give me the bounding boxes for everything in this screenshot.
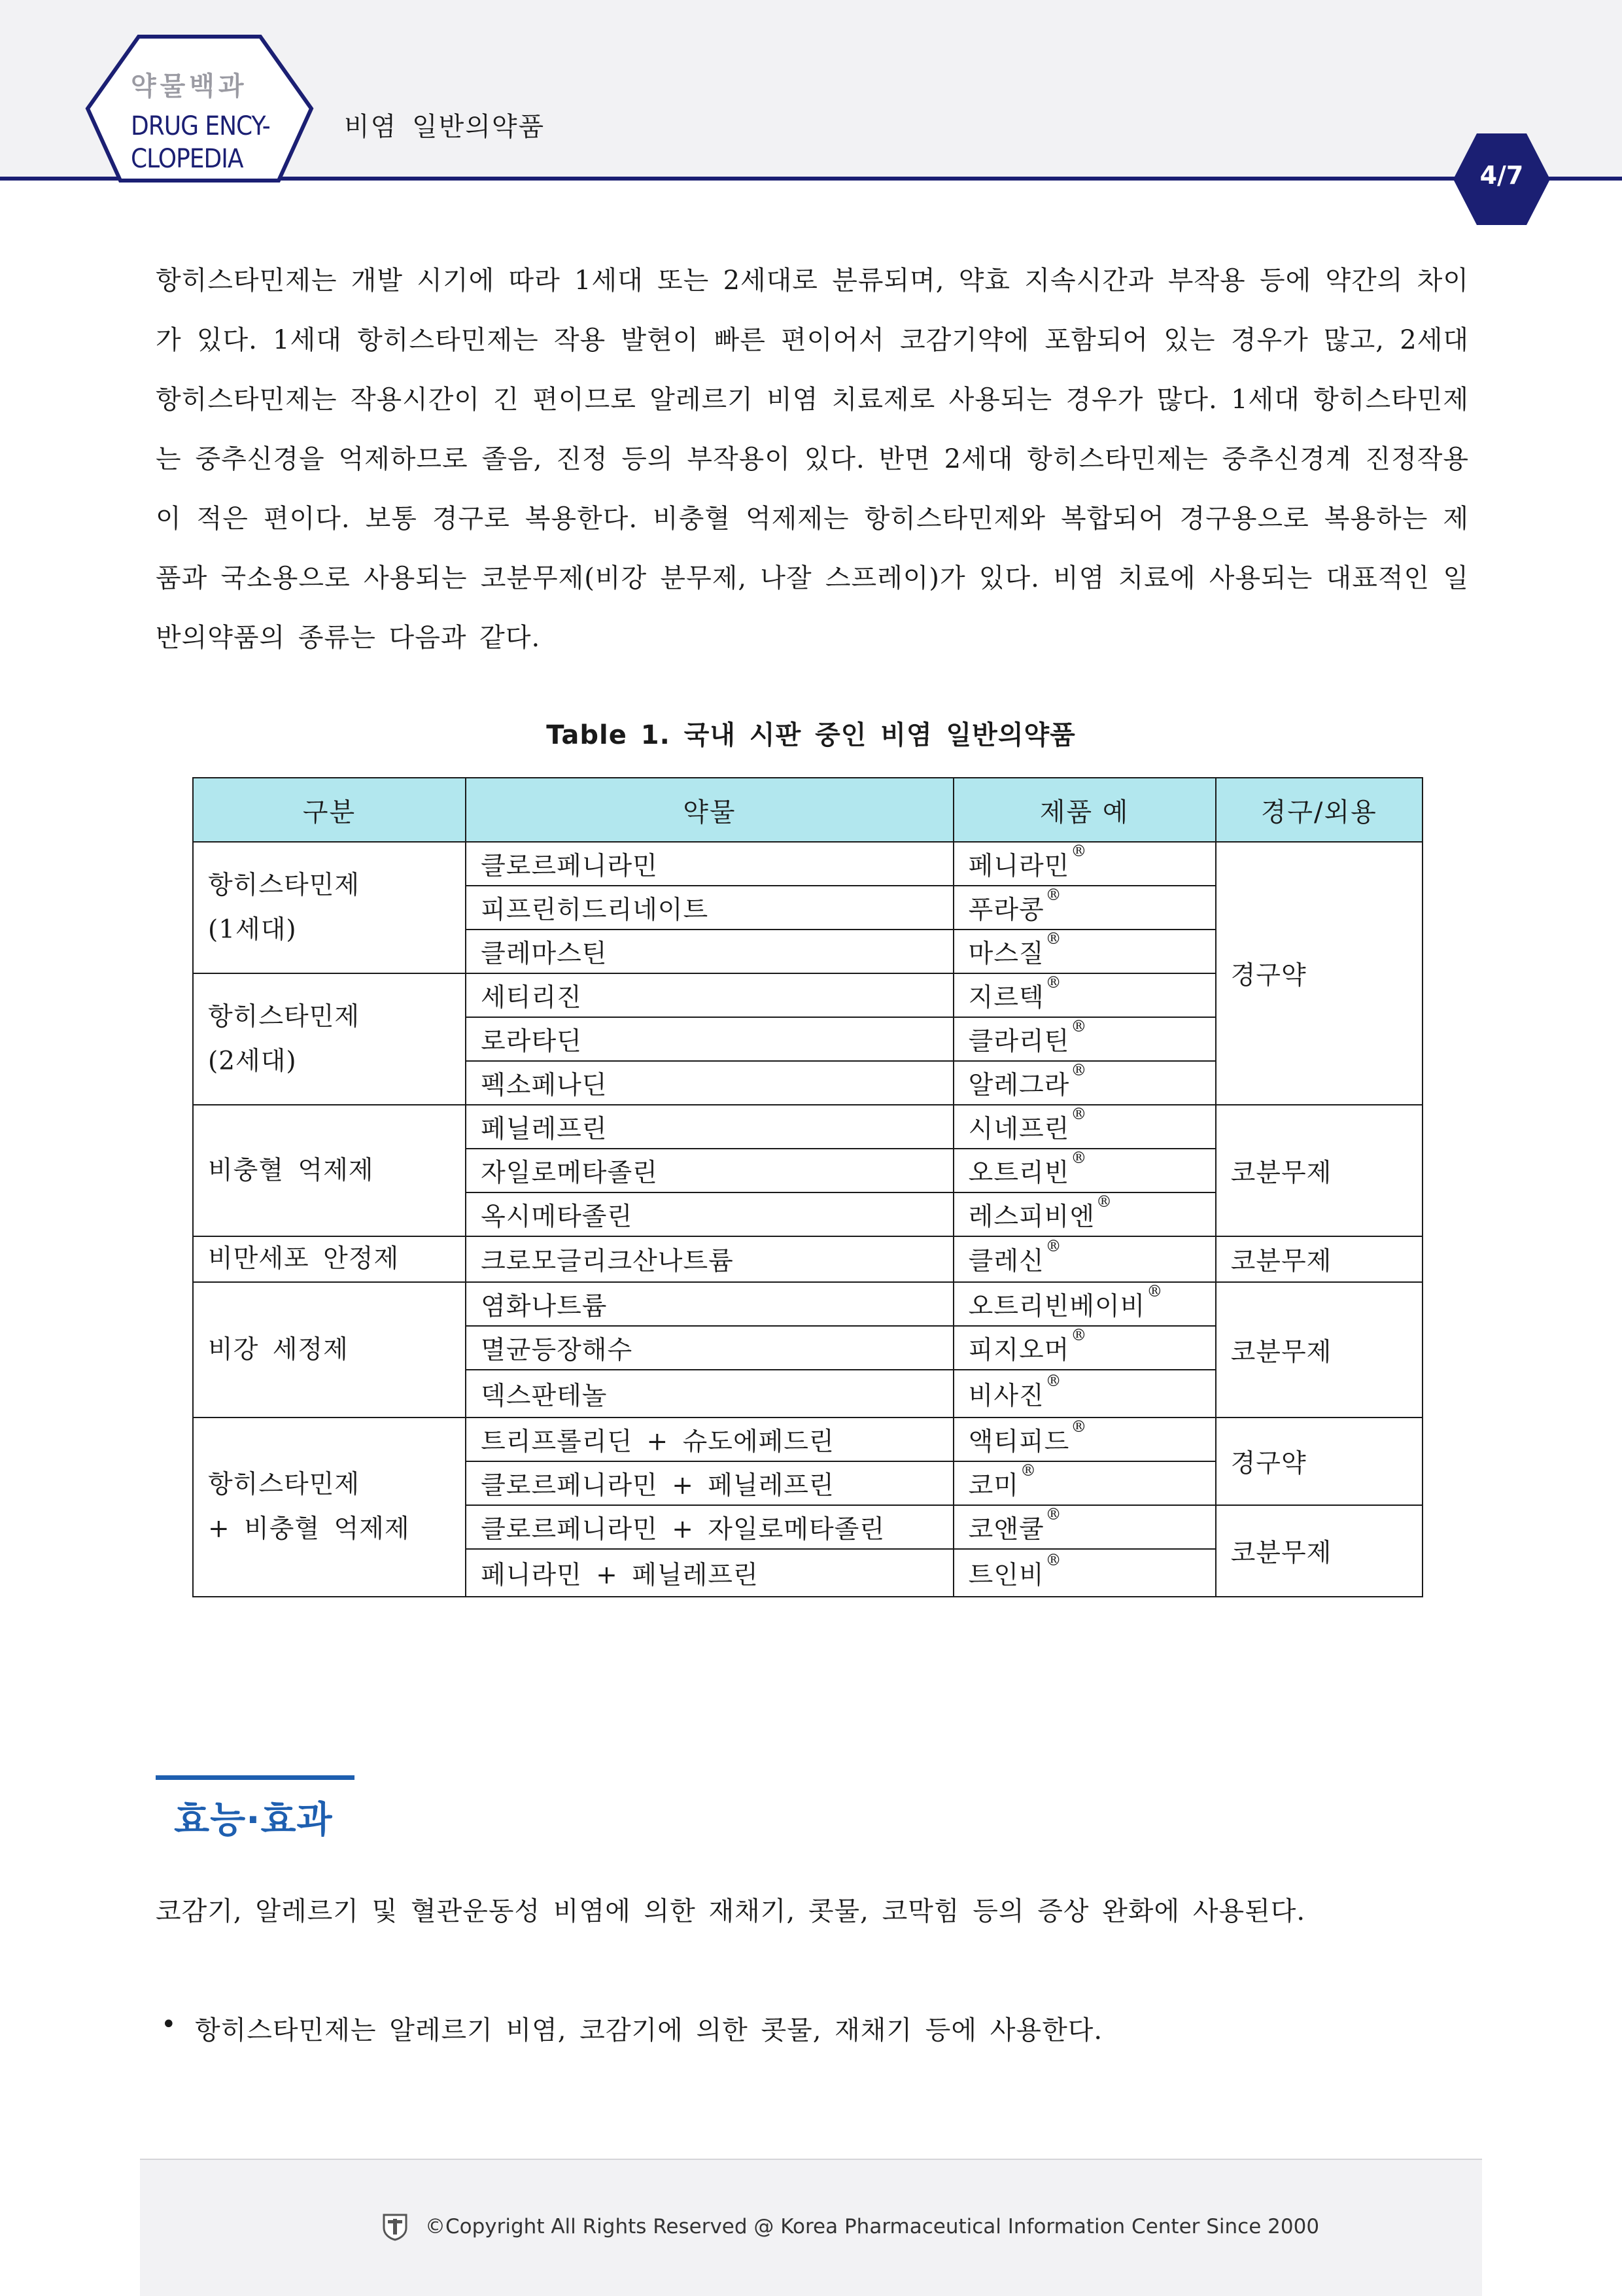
drug-cell: 염화나트륨	[466, 1282, 954, 1326]
drug-cell: 덱스판테놀	[466, 1370, 954, 1418]
bullet-item: 항히스타민제는 알레르기 비염, 코감기에 의한 콧물, 재채기 등에 사용한다.	[195, 2015, 1103, 2045]
table-row	[193, 1418, 1423, 1461]
drug-cell: 트리프롤리딘 + 슈도에페드린	[466, 1418, 954, 1461]
drug-cell: 세티리진	[466, 973, 954, 1017]
header-drug: 약물	[466, 778, 954, 842]
product-cell: 알레그라®	[954, 1061, 1216, 1105]
product-cell: 피지오머®	[954, 1326, 1216, 1370]
product-cell: 지르텍®	[954, 973, 1216, 1017]
drug-cell: 페닐레프린	[466, 1105, 954, 1149]
product-cell: 클레신®	[954, 1236, 1216, 1282]
category-cell: 항히스타민제 (1세대)	[193, 842, 466, 973]
route-cell: 코분무제	[1216, 1282, 1423, 1418]
drug-cell: 클레마스틴	[466, 930, 954, 973]
logo-english-line-2: CLOPEDIA	[131, 144, 243, 174]
table-row	[193, 1282, 1423, 1326]
drug-cell: 클로르페니라민	[466, 842, 954, 886]
drug-cell: 크로모글리크산나트륨	[466, 1236, 954, 1282]
drug-cell: 피프린히드리네이트	[466, 886, 954, 930]
logo-korean: 약물백과	[131, 71, 248, 101]
section-text: 코감기, 알레르기 및 혈관운동성 비염에 의한 재채기, 콧물, 코막힘 등의 증상 완화에 사용된다.	[156, 1896, 1306, 1926]
category-cell: 항히스타민제 (2세대)	[193, 973, 466, 1105]
product-cell: 오트리빈®	[954, 1149, 1216, 1192]
logo-english	[131, 110, 270, 175]
product-cell: 페니라민®	[954, 842, 1216, 886]
product-cell: 마스질®	[954, 930, 1216, 973]
product-cell: 코앤쿨®	[954, 1505, 1216, 1549]
route-cell: 경구약	[1216, 842, 1423, 1105]
route-cell: 경구약	[1216, 1418, 1423, 1505]
table-row	[193, 1236, 1423, 1282]
product-cell: 트인비®	[954, 1549, 1216, 1597]
product-cell: 코미®	[954, 1461, 1216, 1505]
category-cell: 비만세포 안정제	[193, 1236, 466, 1282]
intro-paragraph: 항히스타민제는 개발 시기에 따라 1세대 또는 2세대로 분류되며, 약효 지속시간과 부작용 등에 약간의 차이가 있다. 1세대 항히스타민제는 작용 발현이 빠른 편이어서 코감기약에 포함되어 있는 경우가 많고, 2세대 항히스타민제는 작용시간이 긴 편이므로 알레르기 비염 치료제로 사용되는 경우가 많다. 1세대 항히스타민제는 중추신경을 억제하므로 졸음, 진정 등의 부작용이 있다. 반면 2세대 항히스타민제는 중추신경계 진정작용이 적은 편이다. 보통 경구로 복용한다. 비충혈 억제제는 항히스타민제와 복합되어 경구용으로 복용하는 제품과 국소용으로 사용되는 코분무제(비강 분무제, 나잘 스프레이)가 있다. 비염 치료에 사용되는 대표적인 일반의약품의 종류는 다음과 같다.	[156, 266, 1469, 653]
bullet-icon: •	[161, 2009, 177, 2040]
route-cell: 코분무제	[1216, 1105, 1423, 1236]
section-accent-bar	[156, 1775, 354, 1780]
emblem-icon	[382, 2212, 408, 2241]
drug-cell: 옥시메타졸린	[466, 1192, 954, 1236]
logo-english-line-1: DRUG ENCY-	[131, 111, 270, 141]
drug-cell: 로라타딘	[466, 1017, 954, 1061]
header-product: 제품 예	[954, 778, 1216, 842]
table-row	[193, 1105, 1423, 1149]
drug-table	[192, 777, 1423, 1597]
drug-cell: 자일로메타졸린	[466, 1149, 954, 1192]
page-number: 4/7	[1479, 161, 1524, 190]
route-cell: 코분무제	[1216, 1505, 1423, 1597]
product-cell: 시네프린®	[954, 1105, 1216, 1149]
table-row	[193, 842, 1423, 886]
drug-cell: 멸균등장해수	[466, 1326, 954, 1370]
copyright-text: ©Copyright All Rights Reserved @ Korea Pharmaceutical Information Center Since 2000	[425, 2215, 1320, 2238]
header-route: 경구/외용	[1216, 778, 1423, 842]
product-cell: 푸라콩®	[954, 886, 1216, 930]
drug-cell: 펙소페나딘	[466, 1061, 954, 1105]
route-cell: 코분무제	[1216, 1236, 1423, 1282]
section-title: 효능·효과	[174, 1799, 333, 1841]
product-cell: 클라리틴®	[954, 1017, 1216, 1061]
category-cell: 비충혈 억제제	[193, 1105, 466, 1236]
drug-cell: 클로르페니라민 + 페닐레프린	[466, 1461, 954, 1505]
product-cell: 액티피드®	[954, 1418, 1216, 1461]
table-header-row	[193, 778, 1423, 842]
drug-cell: 클로르페니라민 + 자일로메타졸린	[466, 1505, 954, 1549]
category-cell: 비강 세정제	[193, 1282, 466, 1418]
table-caption: Table 1. 국내 시판 중인 비염 일반의약품	[546, 720, 1076, 750]
product-cell: 레스피비엔®	[954, 1192, 1216, 1236]
drug-cell: 페니라민 + 페닐레프린	[466, 1549, 954, 1597]
product-cell: 비사진®	[954, 1370, 1216, 1418]
category-cell: 항히스타민제 + 비충혈 억제제	[193, 1418, 466, 1597]
document-title: 비염 일반의약품	[344, 112, 545, 142]
header-category: 구분	[193, 778, 466, 842]
product-cell: 오트리빈베이비®	[954, 1282, 1216, 1326]
